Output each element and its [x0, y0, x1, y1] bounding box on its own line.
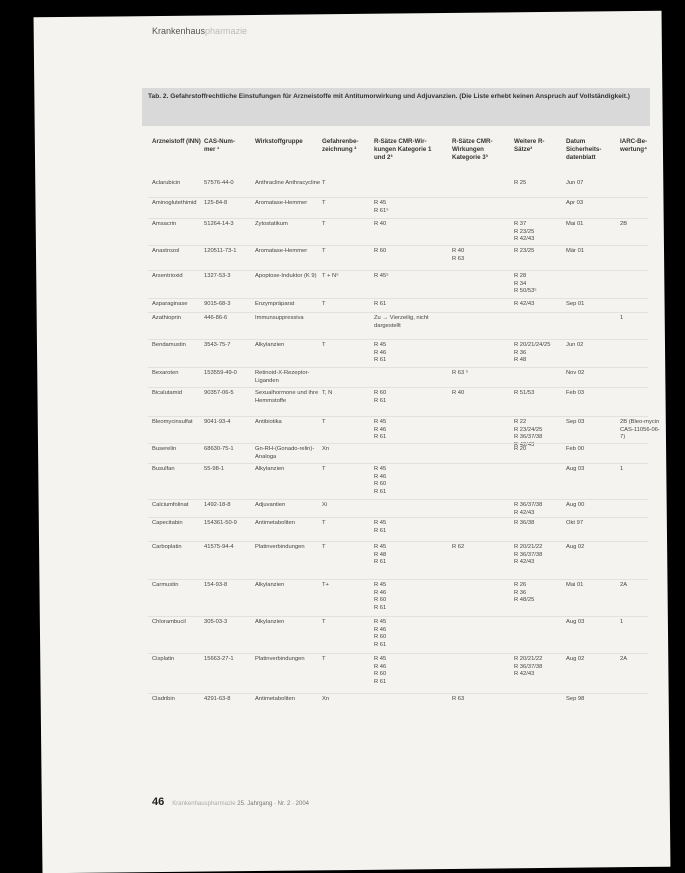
- table-cell-other-r: R 37 R 23/25 R 42/43: [514, 221, 535, 243]
- table-cell-cas: 154361-50-9: [204, 520, 237, 526]
- table-cell-other-r: R 20: [514, 446, 527, 452]
- row-divider: [148, 387, 648, 388]
- col-header-cmr3: R-Sätze CMR-Wirkungen Kategorie 3³: [452, 138, 493, 161]
- row-divider: [148, 541, 648, 542]
- table-cell-substance: Aminoglutethimid: [152, 200, 197, 206]
- table-cell-cmr12: R 60 R 61: [374, 390, 387, 404]
- table-cell-cas: 305-03-3: [204, 619, 228, 625]
- col-header-hazard: Gefahrenbe-zeichnung ²: [322, 138, 359, 153]
- table-cell-date: Apr 03: [566, 200, 584, 206]
- table-cell-other-r: R 26 R 36 R 48/25: [514, 582, 535, 604]
- table-cell-cas: 120511-73-1: [204, 248, 237, 254]
- table-cell-hazard: Xn: [322, 696, 330, 702]
- col-header-cas: CAS-Num-mer ¹: [204, 138, 235, 153]
- table-cell-other-r: R 23/25: [514, 248, 535, 254]
- table-cell-date: Feb 00: [566, 446, 585, 452]
- table-cell-date: Jun 07: [566, 180, 584, 186]
- table-cell-hazard: T: [322, 221, 326, 227]
- table-cell-group: Aromatase-Hemmer: [255, 248, 308, 254]
- table-cell-other-r: R 22 R 23/24/25 R 36/37/38 R 42/43: [514, 419, 543, 448]
- table-cell-other-r: R 42/43: [514, 301, 535, 307]
- table-cell-substance: Cisplatin: [152, 656, 175, 662]
- table-caption: Tab. 2. Gefahrstoffrechtliche Einstufungen für Arzneistoffe mit Antitumorwirkung und Adjuvanzien. (Die Liste erhebt keinen Anspruch auf Vollständigkeit.): [142, 88, 650, 126]
- table-cell-date: Sep 01: [566, 301, 585, 307]
- table-cell-cas: 446-86-6: [204, 315, 228, 321]
- header-accent-text: pharmazie: [205, 26, 248, 36]
- table-cell-date: Mär 01: [566, 248, 585, 254]
- table-cell-substance: Bicalutamid: [152, 390, 182, 396]
- table-cell-date: Aug 03: [566, 466, 585, 472]
- table-cell-cmr12: R 45 R 46 R 61: [374, 342, 387, 364]
- table-cell-iarc: 2A: [620, 582, 628, 588]
- table-cell-substance: Busulfan: [152, 466, 175, 472]
- table-cell-hazard: T: [322, 466, 326, 472]
- table-cell-cas: 154-93-8: [204, 582, 228, 588]
- table-cell-group: Apoptose-Induktor (K 9): [255, 273, 317, 279]
- table-cell-substance: Amsacrin: [152, 221, 177, 227]
- table-cell-cmr12: R 45 R 48 R 61: [374, 544, 387, 566]
- table-cell-hazard: T: [322, 342, 326, 348]
- table-cell-group: Alkylanzien: [255, 619, 285, 625]
- header-text: Krankenhaus: [152, 26, 206, 36]
- table-cell-substance: Capecitabin: [152, 520, 183, 526]
- table-cell-cmr12: R 45 R 46 R 61: [374, 419, 387, 441]
- col-header-other-r: Weitere R-Sätze³: [514, 138, 545, 153]
- table-cell-cas: 55-98-1: [204, 466, 224, 472]
- table-cell-date: Aug 00: [566, 502, 585, 508]
- table-cell-hazard: T, N: [322, 390, 333, 396]
- table-header: [0, 138, 685, 178]
- table-cell-hazard: T + N⁵: [322, 273, 339, 279]
- table-cell-other-r: R 20/21/22 R 36/37/38 R 42/43: [514, 656, 543, 678]
- table-cell-cas: 9015-68-3: [204, 301, 231, 307]
- row-divider: [148, 298, 648, 299]
- table-cell-date: Okt 97: [566, 520, 584, 526]
- table-cell-cas: 90357-06-5: [204, 390, 234, 396]
- row-divider: [148, 270, 648, 271]
- table-cell-substance: Bleomycinsulfat: [152, 419, 193, 425]
- table-cell-cas: 41575-94-4: [204, 544, 234, 550]
- col-header-date: Datum Sicherheits-datenblatt: [566, 138, 602, 161]
- table-cell-group: Adjuvantien: [255, 502, 286, 508]
- row-divider: [148, 367, 648, 368]
- table-cell-other-r: R 36/37/38 R 42/43: [514, 502, 543, 516]
- row-divider: [148, 339, 648, 340]
- table-cell-cas: 1492-18-8: [204, 502, 231, 508]
- table-cell-other-r: R 25: [514, 180, 527, 186]
- table-cell-substance: Asparaginase: [152, 301, 188, 307]
- table-cell-cas: 3543-75-7: [204, 342, 231, 348]
- row-divider: [148, 218, 648, 219]
- row-divider: [148, 653, 648, 654]
- table-cell-iarc: 1: [620, 619, 624, 625]
- table-cell-group: Sexualhormone und ihre Hemmstoffe: [255, 390, 319, 404]
- table-cell-iarc: 2B (Bleo-mycin CAS-11056-06-7): [620, 419, 660, 441]
- table-cell-substance: Buserelin: [152, 446, 177, 452]
- table-cell-substance: Aclarubicin: [152, 180, 181, 186]
- table-cell-hazard: Xn: [322, 446, 330, 452]
- table-cell-cmr12: Zu → Vierzeilig, nicht dargestellt: [374, 315, 429, 329]
- row-divider: [148, 517, 648, 518]
- table-cell-cas: 153559-49-0: [204, 370, 237, 376]
- table-cell-cas: 51264-14-3: [204, 221, 234, 227]
- table-cell-cmr12: R 60: [374, 248, 387, 254]
- table-cell-hazard: T: [322, 656, 326, 662]
- footer-journal: Krankenhauspharmazie: [172, 801, 236, 807]
- table-cell-hazard: T: [322, 544, 326, 550]
- table-cell-iarc: 1: [620, 315, 624, 321]
- table-cell-group: Zytostatikum: [255, 221, 288, 227]
- row-divider: [148, 197, 648, 198]
- row-divider: [148, 443, 648, 444]
- table-cell-date: Sep 98: [566, 696, 585, 702]
- row-divider: [148, 693, 648, 694]
- table-cell-hazard: T: [322, 619, 326, 625]
- table-cell-cmr12: R 40: [374, 221, 387, 227]
- table-cell-group: Aromatase-Hemmer: [255, 200, 308, 206]
- table-cell-group: Antimetaboliten: [255, 696, 295, 702]
- table-cell-cmr12: R 45 R 61: [374, 520, 387, 534]
- table-cell-group: Platinverbindungen: [255, 544, 305, 550]
- col-header-group: Wirkstoffgruppe: [255, 138, 303, 145]
- table-cell-group: Antimetaboliten: [255, 520, 295, 526]
- table-cell-substance: Calciumfolinat: [152, 502, 189, 508]
- table-cell-hazard: T: [322, 200, 326, 206]
- table-cell-date: Sep 03: [566, 419, 585, 425]
- table-cell-substance: Azathioprin: [152, 315, 182, 321]
- table-cell-group: Gn-RH-(Gonado-relin)-Analoga: [255, 446, 315, 460]
- table-cell-date: Mai 01: [566, 582, 584, 588]
- table-cell-cas: 125-84-8: [204, 200, 228, 206]
- table-cell-cmr3: R 63: [452, 696, 465, 702]
- row-divider: [148, 499, 648, 500]
- table-cell-group: Antibiotika: [255, 419, 282, 425]
- table-body: [0, 180, 685, 780]
- table-cell-group: Platinverbindungen: [255, 656, 305, 662]
- table-cell-other-r: R 20/21/22 R 36/37/38 R 42/43: [514, 544, 543, 566]
- col-header-substance: Arzneistoff (INN): [152, 138, 201, 145]
- table-cell-cas: 57576-44-0: [204, 180, 234, 186]
- table-cell-other-r: R 20/21/24/25 R 36 R 48: [514, 342, 551, 364]
- table-cell-iarc: 2A: [620, 656, 628, 662]
- row-divider: [148, 579, 648, 580]
- table-cell-substance: Carmustin: [152, 582, 179, 588]
- table-cell-group: Immunsuppressiva: [255, 315, 304, 321]
- table-cell-cmr3: R 62: [452, 544, 465, 550]
- row-divider: [148, 616, 648, 617]
- table-cell-substance: Cladribin: [152, 696, 175, 702]
- table-cell-cmr12: R 45 R 46 R 60 R 61: [374, 656, 387, 685]
- col-header-iarc: IARC-Be-wertung⁴: [620, 138, 648, 153]
- table-cell-cas: 9041-93-4: [204, 419, 231, 425]
- table-cell-cmr3: R 63 ⁵: [452, 370, 469, 376]
- col-header-cmr12: R-Sätze CMR-Wir-kungen Kategorie 1 und 2³: [374, 138, 432, 161]
- table-cell-cmr3: R 40 R 63: [452, 248, 465, 262]
- table-cell-hazard: T: [322, 180, 326, 186]
- table-cell-date: Aug 03: [566, 619, 585, 625]
- row-divider: [148, 463, 648, 464]
- table-cell-iarc: 2B: [620, 221, 628, 227]
- table-cell-cas: 68630-75-1: [204, 446, 234, 452]
- table-cell-date: Feb 03: [566, 390, 585, 396]
- table-cell-date: Nov 02: [566, 370, 585, 376]
- table-cell-cas: 15663-27-1: [204, 656, 234, 662]
- row-divider: [148, 245, 648, 246]
- table-cell-hazard: T: [322, 248, 326, 254]
- row-divider: [148, 312, 648, 313]
- table-cell-iarc: 1: [620, 466, 624, 472]
- table-cell-group: Retinoid-X-Rezeptor-Liganden: [255, 370, 310, 384]
- table-cell-cmr12: R 61: [374, 301, 387, 307]
- table-cell-hazard: T: [322, 419, 326, 425]
- table-cell-cmr12: R 45 R 46 R 60 R 61: [374, 619, 387, 648]
- page-footer: [152, 796, 309, 808]
- table-cell-cmr3: R 40: [452, 390, 465, 396]
- table-cell-substance: Bendamustin: [152, 342, 186, 348]
- table-cell-cmr12: R 45 R 61⁵: [374, 200, 389, 214]
- table-cell-substance: Anastrozol: [152, 248, 180, 254]
- table-cell-substance: Chlorambucil: [152, 619, 186, 625]
- table-cell-substance: Arsentrioxid: [152, 273, 183, 279]
- table-cell-hazard: Xi: [322, 502, 328, 508]
- table-cell-group: Anthracline Anthracycline: [255, 180, 321, 186]
- row-divider: [148, 416, 648, 417]
- running-header: [152, 26, 247, 36]
- table-cell-date: Aug 02: [566, 544, 585, 550]
- table-cell-cmr12: R 45⁵: [374, 273, 389, 279]
- page-number: 46: [152, 796, 165, 808]
- table-cell-group: Alkylanzien: [255, 342, 285, 348]
- table-cell-other-r: R 36/38: [514, 520, 535, 526]
- table-cell-group: Enzympräparat: [255, 301, 295, 307]
- table-cell-group: Alkylanzien: [255, 582, 285, 588]
- table-cell-hazard: T+: [322, 582, 329, 588]
- table-cell-cas: 1327-53-3: [204, 273, 231, 279]
- table-cell-other-r: R 28 R 34 R 50/53⁵: [514, 273, 537, 295]
- table-cell-cmr12: R 45 R 46 R 60 R 61: [374, 582, 387, 611]
- table-cell-substance: Carboplatin: [152, 544, 182, 550]
- table-cell-group: Alkylanzien: [255, 466, 285, 472]
- table-cell-other-r: R 51/53: [514, 390, 535, 396]
- table-cell-date: Mai 01: [566, 221, 584, 227]
- table-cell-date: Aug 02: [566, 656, 585, 662]
- table-cell-cmr12: R 45 R 46 R 60 R 61: [374, 466, 387, 495]
- table-cell-hazard: T: [322, 301, 326, 307]
- table-cell-cas: 4291-63-8: [204, 696, 231, 702]
- footer-issue: 25. Jahrgang · Nr. 2 · 2004: [237, 801, 310, 807]
- table-cell-hazard: T: [322, 520, 326, 526]
- table-cell-date: Jun 02: [566, 342, 584, 348]
- table-cell-substance: Bexaroten: [152, 370, 179, 376]
